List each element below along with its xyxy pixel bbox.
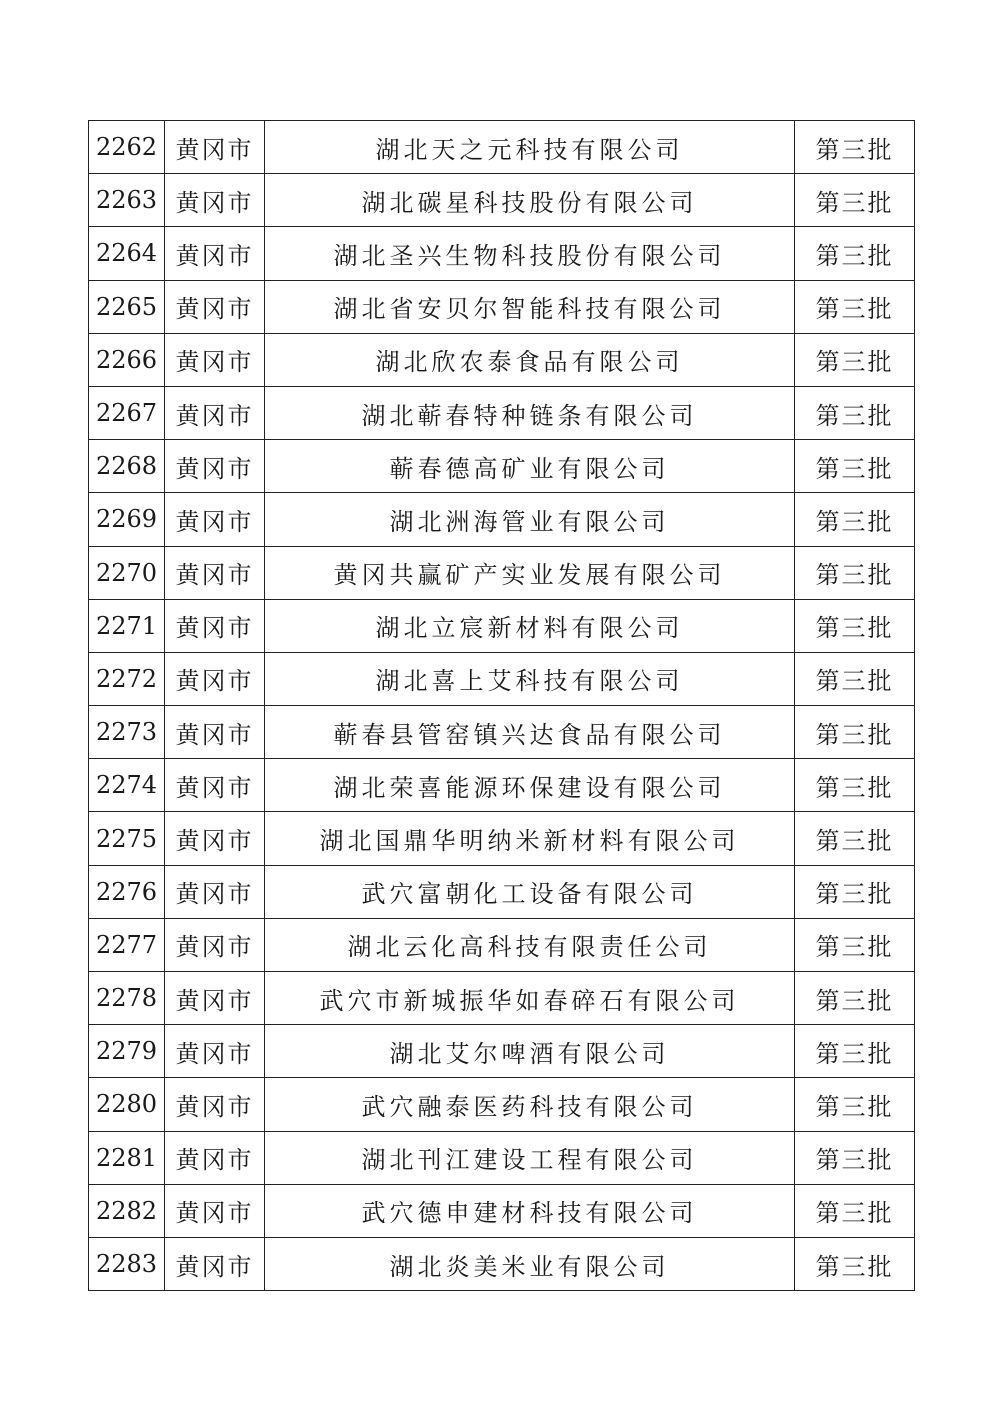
row-number-cell: 2268 xyxy=(89,440,165,493)
batch-cell: 第三批 xyxy=(795,865,915,918)
table-row xyxy=(89,1078,915,1131)
row-number-cell: 2264 xyxy=(89,227,165,280)
company-name-cell: 湖北炎美米业有限公司 xyxy=(265,1237,795,1290)
city-cell: 黄冈市 xyxy=(165,1131,265,1184)
batch-cell: 第三批 xyxy=(795,1131,915,1184)
table-row xyxy=(89,865,915,918)
table-row xyxy=(89,386,915,439)
table-row xyxy=(89,812,915,865)
table-row xyxy=(89,333,915,386)
table-row xyxy=(89,280,915,333)
city-cell: 黄冈市 xyxy=(165,599,265,652)
row-number-cell: 2266 xyxy=(89,333,165,386)
row-number-cell: 2279 xyxy=(89,1025,165,1078)
table-row xyxy=(89,1025,915,1078)
company-name-cell: 湖北洲海管业有限公司 xyxy=(265,493,795,546)
row-number-cell: 2263 xyxy=(89,174,165,227)
batch-cell: 第三批 xyxy=(795,812,915,865)
city-cell: 黄冈市 xyxy=(165,706,265,759)
company-name-cell: 武穴融泰医药科技有限公司 xyxy=(265,1078,795,1131)
row-number-cell: 2267 xyxy=(89,386,165,439)
company-name-cell: 蕲春县管窑镇兴达食品有限公司 xyxy=(265,706,795,759)
batch-cell: 第三批 xyxy=(795,227,915,280)
batch-cell: 第三批 xyxy=(795,280,915,333)
row-number-cell: 2283 xyxy=(89,1237,165,1290)
table-row xyxy=(89,652,915,705)
row-number-cell: 2281 xyxy=(89,1131,165,1184)
batch-cell: 第三批 xyxy=(795,706,915,759)
city-cell: 黄冈市 xyxy=(165,227,265,280)
city-cell: 黄冈市 xyxy=(165,121,265,174)
table-row xyxy=(89,546,915,599)
company-name-cell: 湖北喜上艾科技有限公司 xyxy=(265,652,795,705)
company-name-cell: 湖北圣兴生物科技股份有限公司 xyxy=(265,227,795,280)
city-cell: 黄冈市 xyxy=(165,174,265,227)
table-row xyxy=(89,227,915,280)
enterprise-list-table xyxy=(88,120,915,1291)
row-number-cell: 2271 xyxy=(89,599,165,652)
company-name-cell: 武穴富朝化工设备有限公司 xyxy=(265,865,795,918)
batch-cell: 第三批 xyxy=(795,918,915,971)
table-row xyxy=(89,706,915,759)
row-number-cell: 2278 xyxy=(89,972,165,1025)
batch-cell: 第三批 xyxy=(795,1078,915,1131)
batch-cell: 第三批 xyxy=(795,174,915,227)
city-cell: 黄冈市 xyxy=(165,759,265,812)
row-number-cell: 2280 xyxy=(89,1078,165,1131)
row-number-cell: 2282 xyxy=(89,1184,165,1237)
company-name-cell: 湖北云化高科技有限责任公司 xyxy=(265,918,795,971)
batch-cell: 第三批 xyxy=(795,493,915,546)
company-name-cell: 湖北国鼎华明纳米新材料有限公司 xyxy=(265,812,795,865)
city-cell: 黄冈市 xyxy=(165,386,265,439)
company-name-cell: 湖北荣喜能源环保建设有限公司 xyxy=(265,759,795,812)
batch-cell: 第三批 xyxy=(795,333,915,386)
company-name-cell: 湖北省安贝尔智能科技有限公司 xyxy=(265,280,795,333)
batch-cell: 第三批 xyxy=(795,759,915,812)
row-number-cell: 2276 xyxy=(89,865,165,918)
table-row xyxy=(89,1184,915,1237)
row-number-cell: 2269 xyxy=(89,493,165,546)
batch-cell: 第三批 xyxy=(795,1184,915,1237)
company-name-cell: 湖北立宸新材料有限公司 xyxy=(265,599,795,652)
row-number-cell: 2273 xyxy=(89,706,165,759)
city-cell: 黄冈市 xyxy=(165,1184,265,1237)
row-number-cell: 2272 xyxy=(89,652,165,705)
company-name-cell: 武穴市新城振华如春碎石有限公司 xyxy=(265,972,795,1025)
table-body xyxy=(89,121,915,1291)
city-cell: 黄冈市 xyxy=(165,652,265,705)
company-name-cell: 湖北蕲春特种链条有限公司 xyxy=(265,386,795,439)
company-name-cell: 黄冈共赢矿产实业发展有限公司 xyxy=(265,546,795,599)
batch-cell: 第三批 xyxy=(795,1025,915,1078)
company-name-cell: 湖北欣农泰食品有限公司 xyxy=(265,333,795,386)
city-cell: 黄冈市 xyxy=(165,493,265,546)
company-name-cell: 蕲春德高矿业有限公司 xyxy=(265,440,795,493)
city-cell: 黄冈市 xyxy=(165,1237,265,1290)
batch-cell: 第三批 xyxy=(795,546,915,599)
city-cell: 黄冈市 xyxy=(165,546,265,599)
row-number-cell: 2270 xyxy=(89,546,165,599)
city-cell: 黄冈市 xyxy=(165,440,265,493)
table-row xyxy=(89,918,915,971)
table-row xyxy=(89,121,915,174)
company-name-cell: 湖北刊江建设工程有限公司 xyxy=(265,1131,795,1184)
row-number-cell: 2274 xyxy=(89,759,165,812)
city-cell: 黄冈市 xyxy=(165,812,265,865)
table-row xyxy=(89,493,915,546)
city-cell: 黄冈市 xyxy=(165,1078,265,1131)
table-row xyxy=(89,759,915,812)
city-cell: 黄冈市 xyxy=(165,333,265,386)
table-row xyxy=(89,440,915,493)
table-row xyxy=(89,1237,915,1290)
company-name-cell: 湖北碳星科技股份有限公司 xyxy=(265,174,795,227)
batch-cell: 第三批 xyxy=(795,440,915,493)
batch-cell: 第三批 xyxy=(795,599,915,652)
table-row xyxy=(89,972,915,1025)
row-number-cell: 2262 xyxy=(89,121,165,174)
city-cell: 黄冈市 xyxy=(165,972,265,1025)
city-cell: 黄冈市 xyxy=(165,1025,265,1078)
table-row xyxy=(89,1131,915,1184)
batch-cell: 第三批 xyxy=(795,972,915,1025)
table-row xyxy=(89,599,915,652)
batch-cell: 第三批 xyxy=(795,1237,915,1290)
city-cell: 黄冈市 xyxy=(165,280,265,333)
row-number-cell: 2265 xyxy=(89,280,165,333)
batch-cell: 第三批 xyxy=(795,652,915,705)
company-name-cell: 湖北艾尔啤酒有限公司 xyxy=(265,1025,795,1078)
batch-cell: 第三批 xyxy=(795,121,915,174)
city-cell: 黄冈市 xyxy=(165,865,265,918)
table-row xyxy=(89,174,915,227)
batch-cell: 第三批 xyxy=(795,386,915,439)
company-name-cell: 武穴德申建材科技有限公司 xyxy=(265,1184,795,1237)
row-number-cell: 2275 xyxy=(89,812,165,865)
city-cell: 黄冈市 xyxy=(165,918,265,971)
row-number-cell: 2277 xyxy=(89,918,165,971)
company-name-cell: 湖北天之元科技有限公司 xyxy=(265,121,795,174)
